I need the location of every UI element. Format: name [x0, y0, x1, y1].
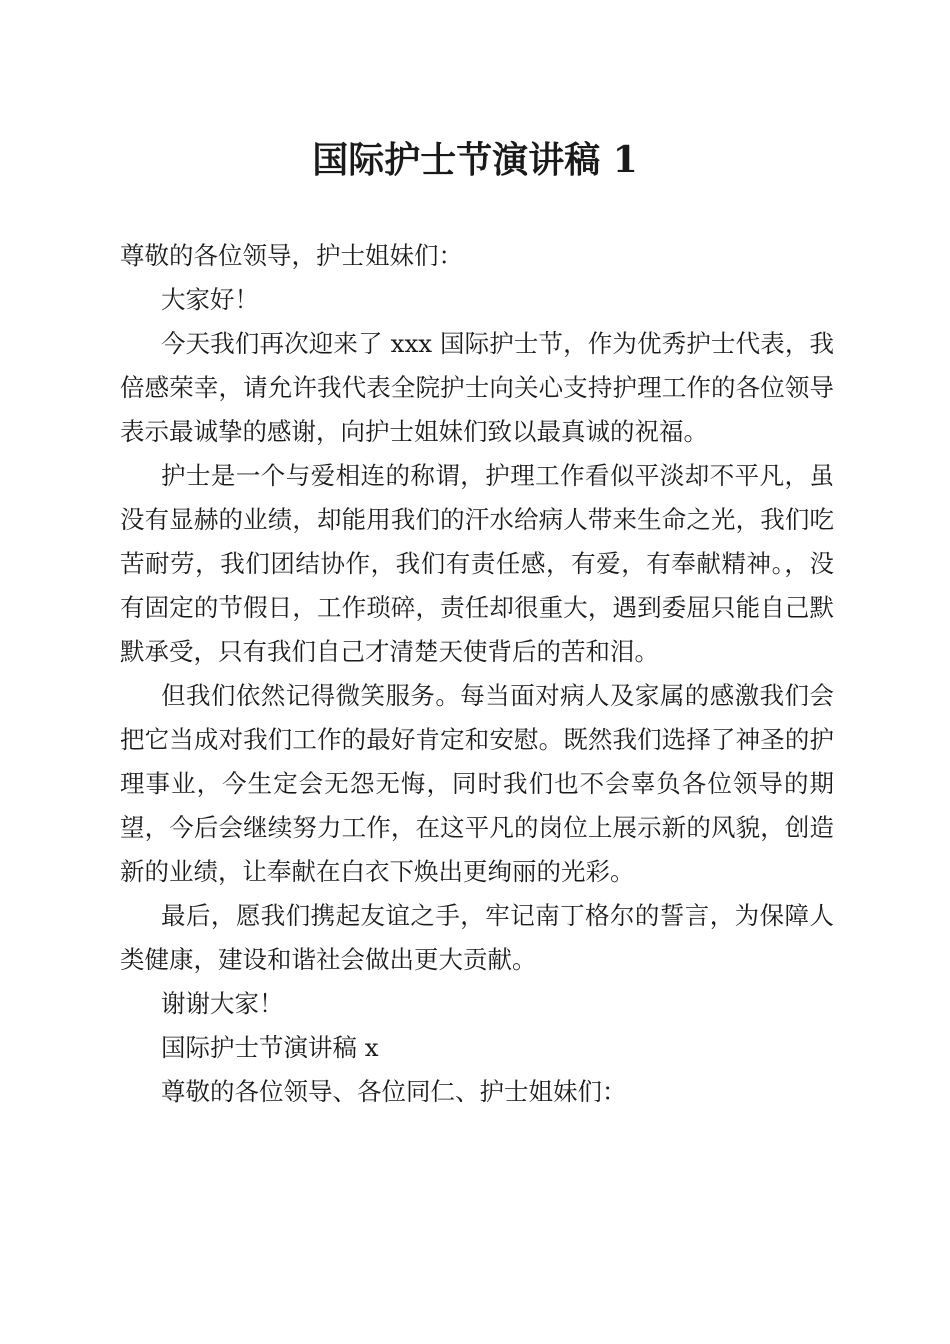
paragraph: 护士是一个与爱相连的称谓，护理工作看似平淡却不平凡，虽没有显赫的业绩，却能用我们的汗水给病人带来生命之光，我们吃苦耐劳，我们团结协作，我们有责任感，有爱，有奉献精神。，没有固定的节假日，工作琐碎，责任却很重大，遇到委屈只能自己默默承受，只有我们自己才清楚天使背后的苦和泪。 — [120, 461, 834, 666]
closing: 谢谢大家！ — [161, 989, 284, 1018]
salutation: 尊敬的各位领导，护士姐妹们： — [120, 241, 463, 270]
document-title: 国际护士节演讲稿 1 — [312, 139, 638, 181]
paragraph: 今天我们再次迎来了 xxx 国际护士节，作为优秀护士代表，我倍感荣幸，请允许我代表全院护士向关心支持护理工作的各位领导表示最诚挚的感谢，向护士姐妹们致以最真诚的祝福。 — [120, 329, 834, 446]
document-body — [120, 234, 834, 1114]
paragraph: 但我们依然记得微笑服务。每当面对病人及家属的感激我们会把它当成对我们工作的最好肯定和安慰。既然我们选择了神圣的护理事业，今生定会无怨无悔，同时我们也不会辜负各位领导的期望，今后会继续努力工作，在这平凡的岗位上展示新的风貌，创造新的业绩，让奉献在白衣下焕出更绚丽的光彩。 — [120, 681, 834, 886]
second-salutation: 尊敬的各位领导、各位同仁、护士姐妹们： — [161, 1077, 627, 1106]
paragraph: 最后，愿我们携起友谊之手，牢记南丁格尔的誓言，为保障人类健康，建设和谐社会做出更大贡献。 — [120, 901, 834, 974]
second-title: 国际护士节演讲稿 x — [161, 1033, 379, 1062]
greeting: 大家好！ — [161, 285, 259, 314]
